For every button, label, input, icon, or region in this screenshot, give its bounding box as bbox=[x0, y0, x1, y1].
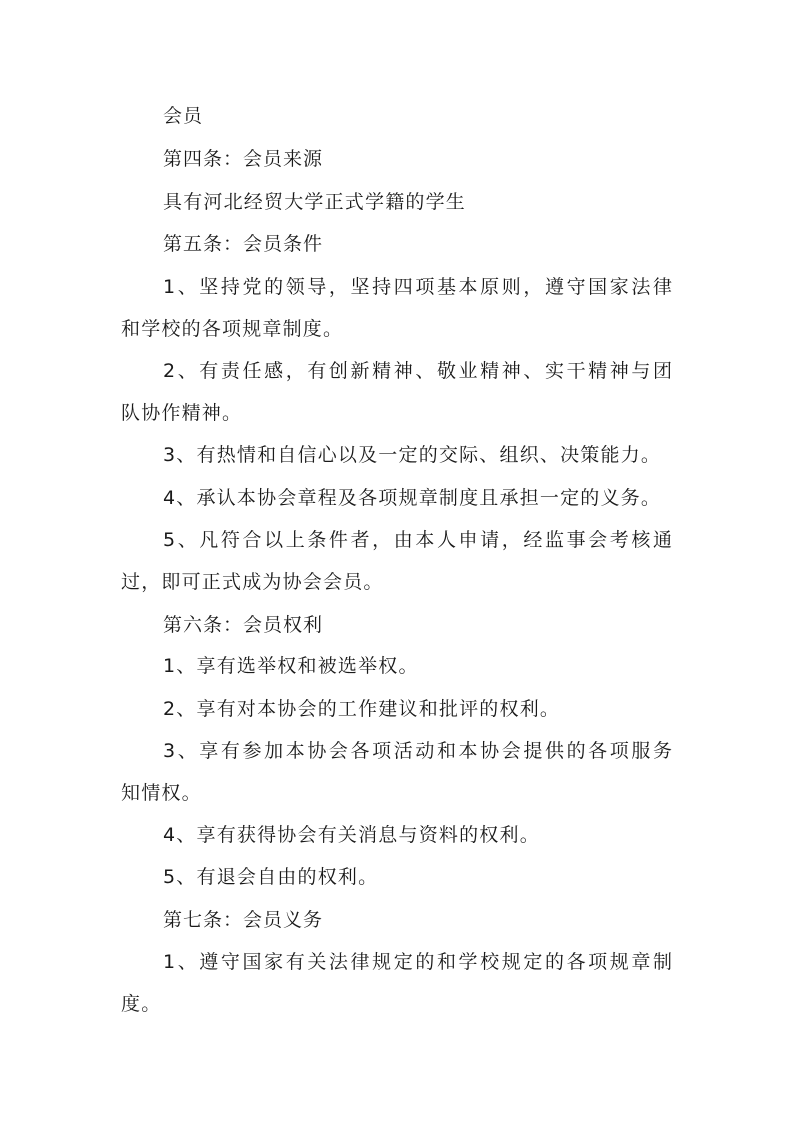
article-6-item-3-line-2: 知情权。 bbox=[121, 782, 202, 804]
article-6-item-3-line-1: 3、享有参加本协会各项活动和本协会提供的各项服务 bbox=[163, 740, 673, 762]
article-5-item-4: 4、承认本协会章程及各项规章制度且承担一定的义务。 bbox=[163, 487, 662, 509]
article-5-item-5-line-1: 5、凡符合以上条件者，由本人申请，经监事会考核通 bbox=[163, 529, 673, 551]
article-7-item-1-line-1: 1、遵守国家有关法律规定的和学校规定的各项规章制 bbox=[163, 951, 673, 973]
article-5-item-1-line-2: 和学校的各项规章制度。 bbox=[121, 318, 344, 340]
article-5-heading: 第五条：会员条件 bbox=[163, 233, 324, 255]
article-4-text: 具有河北经贸大学正式学籍的学生 bbox=[163, 191, 467, 213]
article-5-item-2-line-1: 2、有责任感，有创新精神、敬业精神、实干精神与团 bbox=[163, 360, 673, 382]
article-6-heading: 第六条：会员权利 bbox=[163, 614, 324, 636]
article-5-item-2-line-2: 队协作精神。 bbox=[121, 402, 243, 424]
article-6-item-2: 2、享有对本协会的工作建议和批评的权利。 bbox=[163, 698, 561, 720]
article-4-heading: 第四条：会员来源 bbox=[163, 148, 324, 170]
article-5-item-1-line-1: 1、坚持党的领导，坚持四项基本原则，遵守国家法律 bbox=[163, 276, 673, 298]
article-6-item-4: 4、享有获得协会有关消息与资料的权利。 bbox=[163, 824, 540, 846]
article-7-heading: 第七条：会员义务 bbox=[163, 909, 324, 931]
section-title-members: 会员 bbox=[163, 105, 204, 127]
article-6-item-1: 1、享有选举权和被选举权。 bbox=[163, 655, 419, 677]
article-7-item-1-line-2: 度。 bbox=[121, 993, 162, 1015]
article-5-item-3: 3、有热情和自信心以及一定的交际、组织、决策能力。 bbox=[163, 444, 662, 466]
article-6-item-5: 5、有退会自由的权利。 bbox=[163, 866, 379, 888]
article-5-item-5-line-2: 过，即可正式成为协会会员。 bbox=[121, 571, 384, 593]
